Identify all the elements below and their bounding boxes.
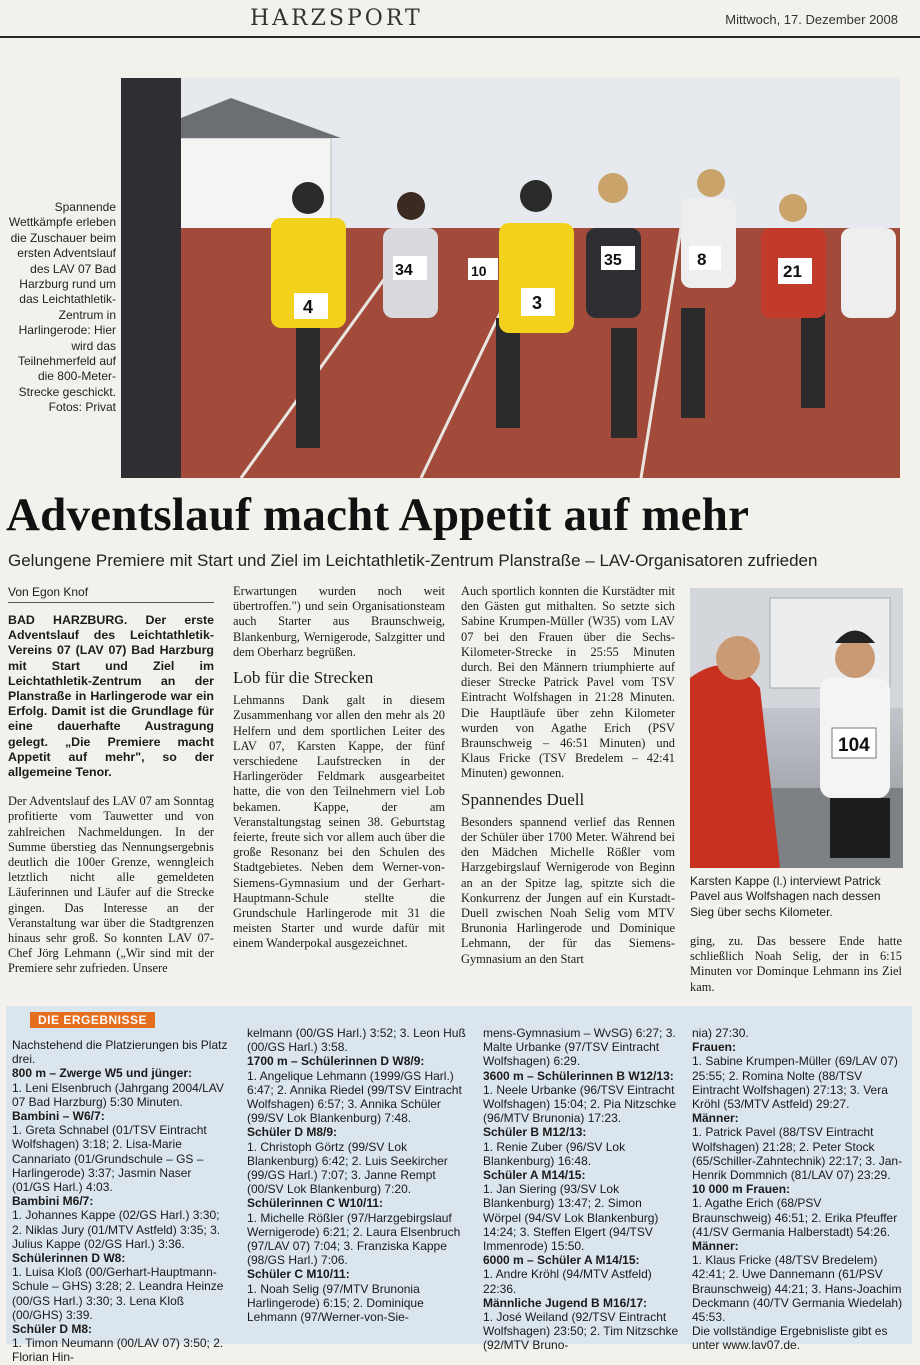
result-entry: nia) 27:30. [692, 1026, 749, 1040]
result-category: Schüler A M14/15: [483, 1168, 586, 1183]
interview-photo [690, 588, 903, 868]
article-paragraph: Erwartungen wurden noch weit übertroffen.") und sein Organisationsteam auch Starter aus Braunschweig, Blankenburg, Wernigerode, Salzgitter und dem Oberharz begrüßen. [233, 584, 445, 659]
result-entry: mens-Gymnasium – WvSG) 6:27; 3. Malte Urbanke (97/TSV Eintracht Wolfshagen) 6:29. [483, 1026, 676, 1069]
result-entry: 1. Angelique Lehmann (1999/GS Harl.) 6:47; 2. Annika Riedel (99/TSV Eintracht Wolfshagen) 6:57; 3. Annika Schüler (99/SV Lok Blankenburg) 7:48. [247, 1068, 462, 1126]
svg-text:4: 4 [303, 297, 314, 317]
section-heading: Lob für die Strecken [233, 668, 374, 688]
svg-text:21: 21 [783, 262, 802, 281]
result-entry: 1. Leni Elsenbruch (Jahrgang 2004/LAV 07 Bad Harzburg) 5:30 Minuten. [12, 1080, 224, 1109]
article-paragraph: Besonders spannend verlief das Rennen der Schüler über 1700 Meter. Während bei den Mädchen Michelle Rößler vom Harzgebirgslauf Wernigerode von Beginn an an der Spitze lag, spitzte sich die Konkurrenz der Jungen auf ein Kurstadt-Duell zwischen Noah Selig vom MTV Brunonia Harlingerode und Dominique Lehmann, der für das Siemens-Gymnasium an den Start [461, 814, 675, 966]
main-photo-illustration [121, 78, 900, 478]
result-entry: 1. Christoph Görtz (99/SV Lok Blankenburg) 6:42; 2. Luis Seekircher (99/GS Harl.) 7:07; 3. Janne Rempt (00/SV Lok Blankenburg) 7:20. [247, 1139, 448, 1197]
result-entry: 1. Sabine Krumpen-Müller (69/LAV 07) 25:55; 2. Romina Nolte (88/TSV Eintracht Wolfshagen) 27:13; 3. Vera Kröhl (53/MTV Astfeld) 29:27. [692, 1054, 898, 1112]
article-column-4 [690, 934, 902, 995]
article-column-2 [233, 584, 445, 952]
result-category: 3600 m – Schülerinnen B W12/13: [483, 1068, 674, 1083]
result-entry: Nachstehend die Platzierungen bis Platz drei. [12, 1038, 228, 1067]
article-subheadline: Gelungene Premiere mit Start und Ziel im Leichtathletik-Zentrum Planstraße – LAV-Organisatoren zufrieden [8, 551, 818, 570]
results-badge: DIE ERGEBNISSE [30, 1012, 155, 1028]
result-entry: 1. Greta Schnabel (01/TSV Eintracht Wolfshagen) 3:18; 2. Lisa-Marie Cannariato (01/Grundschule – GS – Harlingerode) 3:37; Jasmin Naser (01/GS Harl.) 4:03. [12, 1123, 207, 1195]
result-entry: 1. Agathe Erich (68/PSV Braunschweig) 46:51; 2. Erika Pfeuffer (41/SV Germania Halberstadt) 54:26. [692, 1196, 898, 1239]
section-title: HARZSPORT [250, 6, 423, 31]
svg-text:10: 10 [471, 263, 487, 279]
result-category: Bambini M6/7: [12, 1194, 94, 1209]
result-entry: 1. Andre Kröhl (94/MTV Astfeld) 22:36. [483, 1267, 652, 1296]
result-entry: 1. Patrick Pavel (88/TSV Eintracht Wolfshagen) 21:28; 2. Peter Stock (65/Schiller-Zahntechnik) 22:17; 3. Jan-Henrik Dommnich (81/LAV 07) 23:29. [692, 1125, 903, 1183]
main-photo [121, 78, 900, 478]
svg-text:35: 35 [604, 252, 622, 269]
result-entry: 1. Johannes Kappe (02/GS Harl.) 3:30; 2. Niklas Jury (01/MTV Astfeld) 3:35; 3. Julius Kappe (02/GS Harl.) 3:36. [12, 1208, 221, 1251]
result-category: 6000 m – Schüler A M14/15: [483, 1253, 640, 1268]
result-category: Schüler D M8: [12, 1322, 93, 1337]
result-category: Frauen: [692, 1040, 737, 1055]
article-lead: BAD HARZBURG. Der erste Adventslauf des Leichtathletik-Vereins 07 (LAV 07) Bad Harzburg mit Start und Ziel im Leichtathletik-Zentrum an der Planstraße in Harlingerode war ein Erfolg. Damit ist die Grundlage für eine dauerhafte Austragung gelegt. „Die Premiere macht Appetit auf mehr", so der allgemeine Tenor. [8, 613, 214, 780]
article-paragraph: Lehmanns Dank galt in diesem Zusammenhang vor allen den mehr als 20 Helfern und dem sportlichen Leiter des LAV 07, Karsten Kappe, der fünf verschiedene Laufstrecken in der Harlingeröder Feldmark ausgearbeitet hatte, die von den Teilnehmern viel Lob bekamen. Kappe, der am Veranstaltungstag seinen 38. Geburtstag feierte, freute sich vor allem auch über die große Resonanz bei den Schulen des Stadtgebietes. Neben dem Werner-von-Siemens-Gymnasium und der Gerhart-Hauptmann-Schule stellte die Grundschule Harlingerode mit 31 die meisten Starter und wurde dafür mit einem Wanderpokal ausgezeichnet. [233, 693, 445, 951]
results-column-1 [12, 1038, 232, 1365]
result-category: Schüler C M10/11: [247, 1267, 350, 1282]
result-category: Schüler D M8/9: [247, 1125, 338, 1140]
result-entry: 1. Klaus Fricke (48/TSV Bredelem) 42:41; 2. Uwe Dannemann (61/PSV Braunschweig) 44:21; 3. Hans-Joachim Deckmann (40/TV Germania Wiedelah) 45:53. [692, 1253, 903, 1325]
svg-text:8: 8 [697, 250, 707, 269]
header-rule [0, 36, 920, 38]
result-entry: 1. Jan Siering (93/SV Lok Blankenburg) 13:47; 2. Simon Wörpel (94/SV Lok Blankenburg) 14:24; 3. Steffen Elgert (94/TSV Immenrode) 15:50. [483, 1182, 659, 1254]
main-photo-caption: Spannende Wettkämpfe erleben die Zuschauer beim ersten Adventslauf des LAV 07 Bad Harzburg rund um das Leichtathletik-Zentrum in Harlingerode: Hier wird das Teilnehmerfeld auf die 800-Meter-Strecke geschickt. Fotos: Privat [8, 200, 116, 415]
result-entry: 1. Renie Zuber (96/SV Lok Blankenburg) 16:48. [483, 1139, 626, 1168]
result-entry: 1. Luisa Kloß (00/Gerhart-Hauptmann-Schule – GHS) 3:28; 2. Leandra Heinze (00/GS Harl.) 3:30; 3. Lena Kloß (00/GHS) 3:39. [12, 1265, 224, 1322]
svg-text:104: 104 [838, 735, 870, 756]
results-column-3 [483, 1026, 683, 1353]
article-column-3 [461, 584, 675, 967]
result-category: Bambini – W6/7: [12, 1109, 105, 1124]
result-category: Schülerinnen D W8: [12, 1251, 126, 1266]
byline: Von Egon Knof [8, 585, 214, 603]
results-column-2 [247, 1026, 469, 1324]
result-entry: 1. Timon Neumann (00/LAV 07) 3:50; 2. Florian Hin- [12, 1336, 224, 1365]
result-entry: Die vollständige Ergebnisliste gibt es unter www.lav07.de. [692, 1324, 888, 1353]
interview-photo-caption: Karsten Kappe (l.) interviewt Patrick Pavel aus Wolfshagen nach dessen Sieg über sechs Kilometer. [690, 874, 881, 919]
result-category: Schülerinnen C W10/11: [247, 1196, 384, 1211]
article-paragraph: Auch sportlich konnten die Kurstädter mit den Gästen gut mithalten. So setzte sich Sabine Krumpen-Müller (W35) vom LAV 07 bei den Frauen über die Sechs-Kilometer-Strecke in 25:55 Minuten durch. Bei den Männern triumphierte auf dieser Strecke Patrick Pavel vom TSV Eintracht Wolfshagen in 21:28 Minuten. Die Hauptläufe über zehn Kilometer wurden von Agathe Erich (PSV Braunschweig – 46:51 Minuten) und Klaus Fricke (TSV Bredelem – 42:41 Minuten) gewonnen. [461, 584, 675, 781]
svg-text:3: 3 [532, 293, 543, 313]
result-category: 10 000 m Frauen: [692, 1182, 791, 1197]
interview-photo-illustration [690, 588, 903, 868]
issue-date: Mittwoch, 17. Dezember 2008 [725, 12, 898, 27]
section-heading: Spannendes Duell [461, 789, 585, 809]
result-category: 800 m – Zwerge W5 und jünger: [12, 1066, 193, 1081]
article-headline: Adventslauf macht Appetit auf mehr [6, 489, 750, 541]
article-paragraph: Der Adventslauf des LAV 07 am Sonntag profitierte vom Tauwetter und von zahlreichen Nachmeldungen. In der Summe überstieg das Nennungsergebnis deutlich die 100er Grenze, wenngleich letztlich nicht alle gemeldeten Läuferinnen und Läufer auf die Strecke gingen. Das Interesse an der Veranstaltung war über die Stadtgrenzen hinaus sehr groß. So konnten LAV 07-Chef Jörg Lehmann („Wir sind mit der Premiere sehr zufrieden. Unsere [8, 794, 214, 976]
result-category: Schüler B M12/13: [483, 1125, 587, 1140]
results-column-4 [692, 1026, 904, 1353]
result-entry: kelmann (00/GS Harl.) 3:52; 3. Leon Huß (00/GS Harl.) 3:58. [247, 1026, 466, 1055]
result-entry: 1. Michelle Rößler (97/Harzgebirgslauf Wernigerode) 6:21; 2. Laura Elsenbruch (97/LAV 07) 7:04; 3. Franziska Kappe (98/GS Harl.) 7:06. [247, 1210, 461, 1268]
result-category: Männer: [692, 1239, 739, 1254]
result-entry: 1. Neele Urbanke (96/TSV Eintracht Wolfshagen) 15:04; 2. Pia Nitzschke (96/MTV Brunonia) 17:23. [483, 1082, 677, 1126]
article-paragraph: ging, zu. Das bessere Ende hatte schließlich Noah Selig, der in 6:15 Minuten vor Dominque Lehmann ins Ziel kam. [690, 934, 902, 994]
result-category: 1700 m – Schülerinnen D W8/9: [247, 1054, 425, 1069]
result-category: Männer: [692, 1111, 739, 1126]
svg-text:34: 34 [395, 262, 413, 279]
result-category: Männliche Jugend B M16/17: [483, 1295, 648, 1310]
result-entry: 1. Noah Selig (97/MTV Brunonia Harlingerode) 6:15; 2. Dominique Lehmann (97/Werner-von-Sie- [247, 1281, 424, 1325]
result-entry: 1. José Weiland (92/TSV Eintracht Wolfshagen) 23:50; 2. Tim Nitzschke (92/MTV Bruno- [483, 1310, 679, 1353]
article-column-1 [8, 613, 214, 977]
